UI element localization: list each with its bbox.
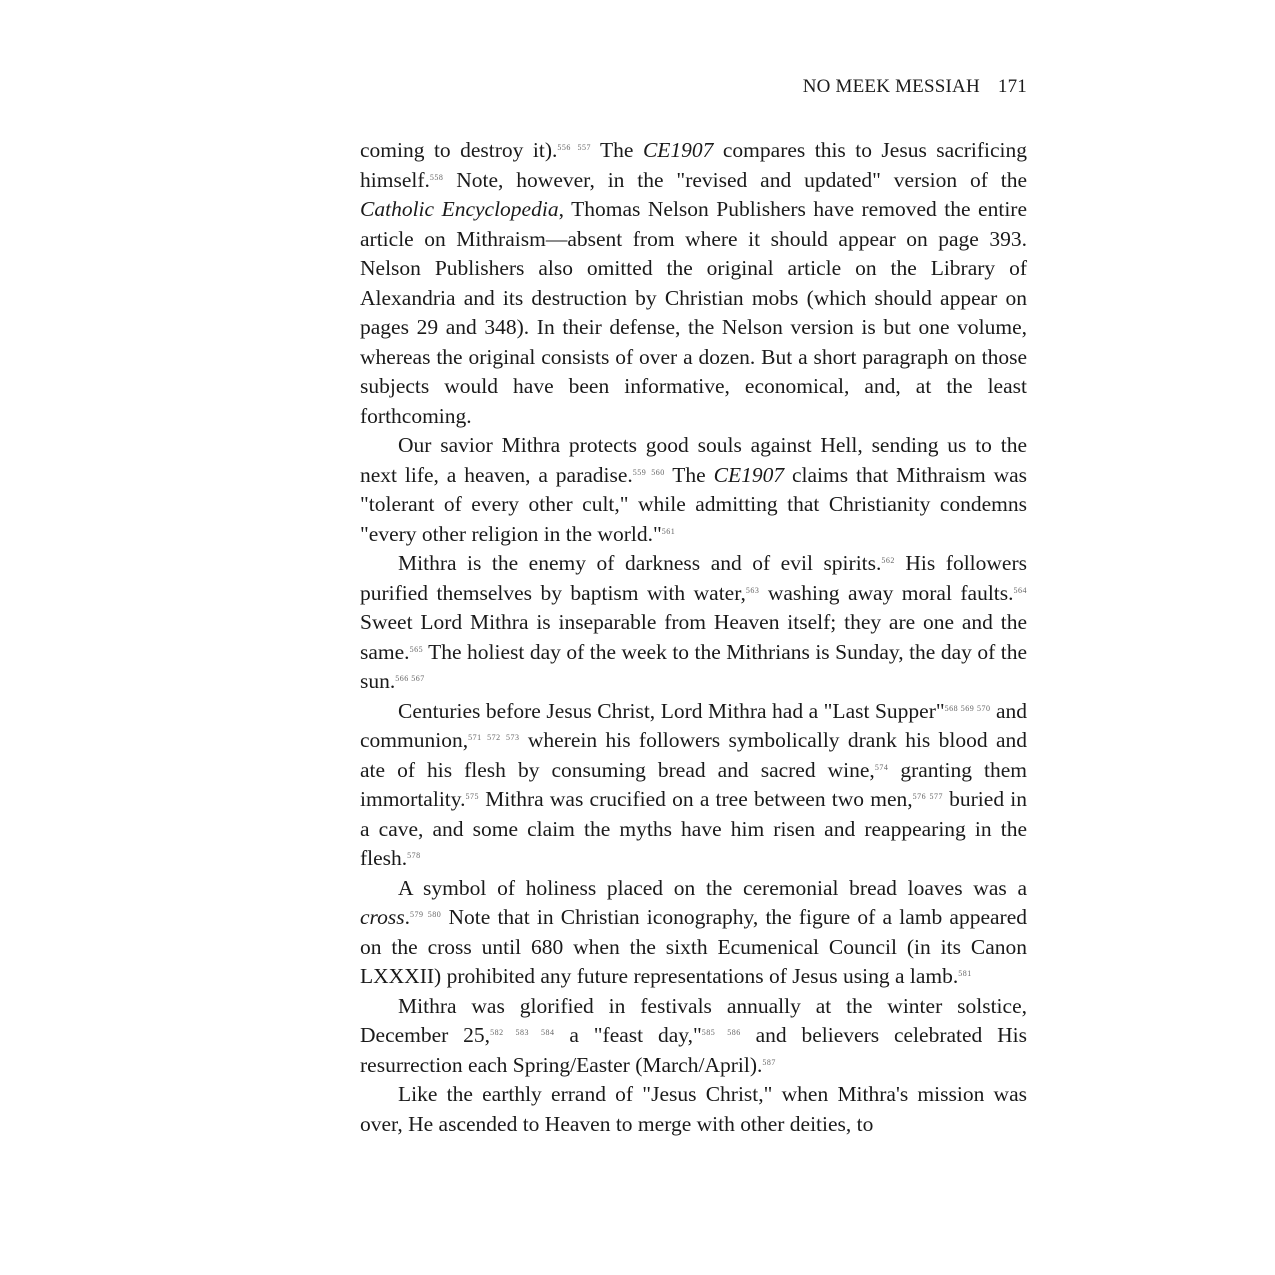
text-run: A symbol of holiness placed on the ceremonial bread loaves was a xyxy=(398,875,1027,900)
running-head-title: NO MEEK MESSIAH xyxy=(802,76,980,97)
text-run: Note that in Christian iconography, the figure of a lamb appeared on the cross until 680 when the sixth Ecumenical Council (in its Canon LXXXII) prohibited any future representations of Jesus using a lamb. xyxy=(360,905,1027,988)
paragraph xyxy=(360,697,1027,874)
footnote-ref: 576 577 xyxy=(912,792,943,801)
footnote-ref: 558 xyxy=(429,172,444,182)
footnote-ref: 562 xyxy=(881,556,895,565)
paragraph xyxy=(360,992,1027,1081)
text-run: granting them immortality. xyxy=(360,757,1028,811)
text-run: The xyxy=(590,138,643,162)
footnote-ref: 559 560 xyxy=(632,467,665,477)
paragraph xyxy=(360,431,1027,549)
footnote-ref: 581 xyxy=(958,969,972,978)
text-run: The xyxy=(664,462,714,487)
text-run: claims that Mithraism was "tolerant of every other cult," while admitting that Christianity condemns "every other religion in the world." xyxy=(360,462,1028,546)
footnote-ref: 578 xyxy=(407,851,421,860)
footnote-ref: 579 580 xyxy=(409,910,442,919)
text-run: Mithra was glorified in festivals annually at the winter solstice, December 25, xyxy=(360,993,1027,1047)
paragraph xyxy=(360,1080,1027,1139)
paragraph xyxy=(360,136,1027,431)
text-run: Mithra was crucified on a tree between two men, xyxy=(479,787,913,811)
footnote-ref: 571 572 573 xyxy=(468,733,520,742)
footnote-ref: 575 xyxy=(465,792,479,801)
italic-text: Catholic Encyclopedia xyxy=(360,197,559,221)
italic-text: cross xyxy=(360,905,405,929)
footnote-ref: 561 xyxy=(661,526,676,536)
footnote-ref: 564 xyxy=(1013,585,1028,595)
text-run: wherein his followers symbolically drank his blood and ate of his flesh by consuming bread and sacred wine, xyxy=(360,728,1028,782)
text-run: , Thomas Nelson Publishers have removed the entire article on Mithraism—absent from where it should appear on page 393. Nelson Publishers also omitted the original article on the Library of Alexandria and its destruction by Christian mobs (which should appear on pages 29 and 348). In their defense, the Nelson version is but one volume, whereas the original consists of over a dozen. But a short paragraph on those subjects would have been informative, economical, and, at the least forthcoming. xyxy=(360,197,1027,428)
text-run: The holiest day of the week to the Mithrians is Sunday, the day of the sun. xyxy=(360,639,1027,693)
text-run: compares this to Jesus sacrificing himself. xyxy=(360,138,1028,192)
text-run: Mithra is the enemy of darkness and of evil spirits. xyxy=(398,551,882,575)
text-run: Centuries before Jesus Christ, Lord Mithra had a "Last Supper" xyxy=(398,698,945,723)
text-run: Like the earthly errand of "Jesus Christ," when Mithra's mission was over, He ascended to Heaven to merge with other deities, to xyxy=(360,1082,1027,1136)
text-run: . xyxy=(404,905,410,929)
text-run: and communion, xyxy=(360,698,1027,752)
text-run: and believers celebrated His resurrection each Spring/Easter (March/April). xyxy=(360,1023,1028,1077)
paragraph xyxy=(360,549,1027,697)
footnote-ref: 587 xyxy=(762,1057,776,1067)
footnote-ref: 566 567 xyxy=(395,674,425,683)
footnote-ref: 574 xyxy=(874,762,889,772)
footnote-ref: 556 557 xyxy=(557,143,591,152)
italic-text: CE1907 xyxy=(713,462,785,487)
footnote-ref: 585 586 xyxy=(701,1028,741,1037)
footnote-ref: 563 xyxy=(745,585,760,595)
running-header xyxy=(803,76,1027,98)
footnote-ref: 565 xyxy=(409,644,424,654)
text-run: Our savior Mithra protects good souls against Hell, sending us to the next life, a heaven, a paradise. xyxy=(360,433,1027,487)
text-run: buried in a cave, and some claim the myths have him risen and reappearing in the flesh. xyxy=(360,787,1027,870)
body-text xyxy=(360,136,1027,1139)
text-run: Sweet Lord Mithra is inseparable from Heaven itself; they are one and the same. xyxy=(360,610,1027,664)
text-run: Note, however, in the "revised and updated" version of the xyxy=(443,167,1027,192)
text-run: His followers purified themselves by baptism with water, xyxy=(360,551,1027,605)
footnote-ref: 568 569 570 xyxy=(944,703,991,713)
text-run: a "feast day," xyxy=(554,1023,702,1047)
text-run: washing away moral faults. xyxy=(759,580,1014,605)
footnote-ref: 582 583 584 xyxy=(490,1028,555,1037)
text-run: coming to destroy it). xyxy=(360,138,558,162)
paragraph xyxy=(360,874,1027,992)
italic-text: CE1907 xyxy=(642,138,714,162)
page-number: 171 xyxy=(997,76,1027,97)
